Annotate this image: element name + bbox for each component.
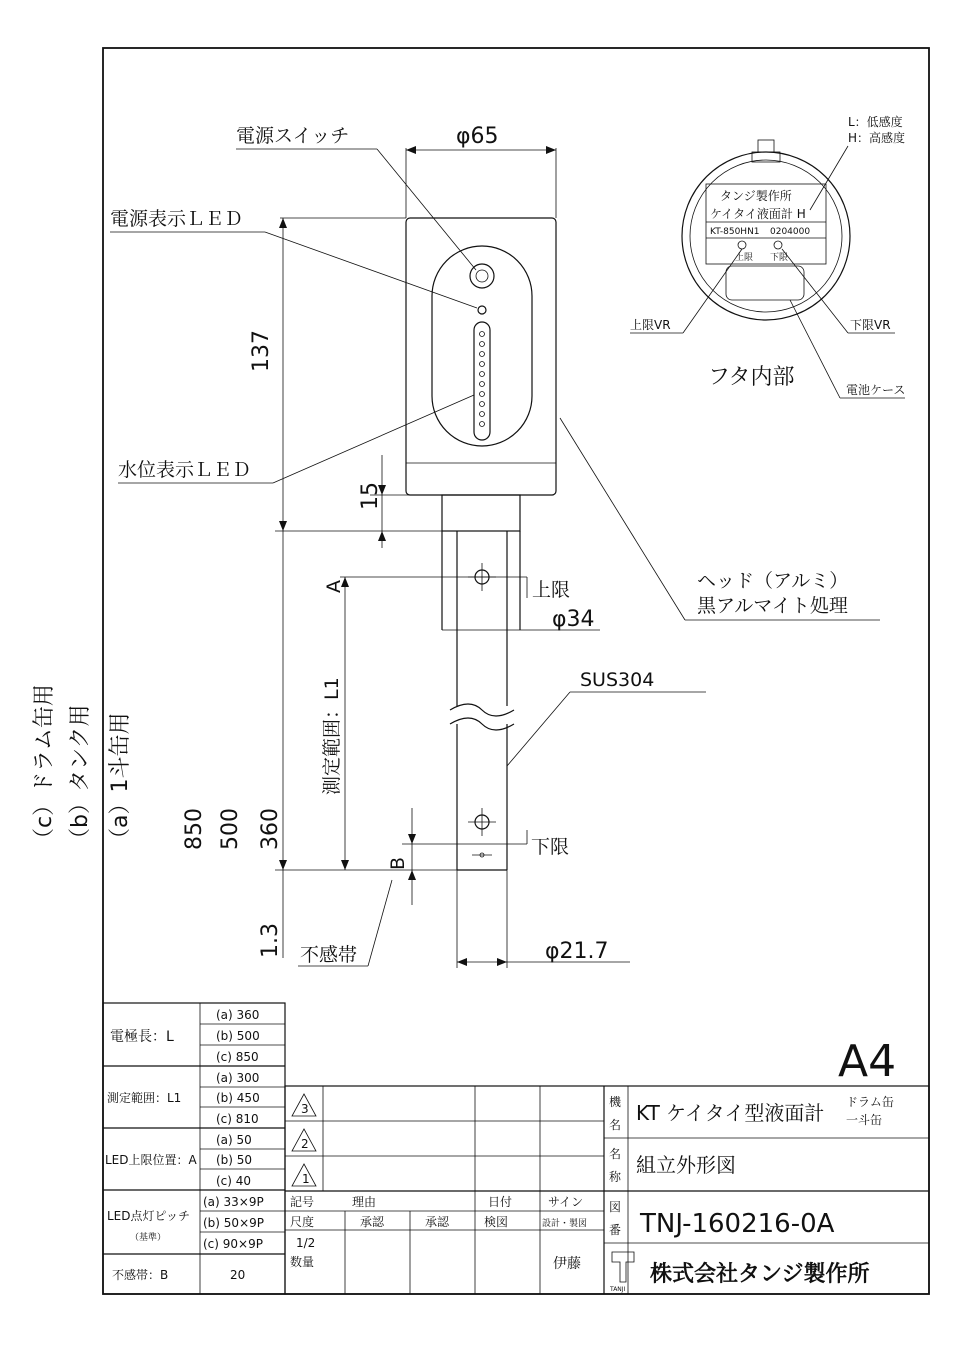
spec-label-range: 測定範囲：L1: [107, 1091, 182, 1105]
label-upper-vr: 上限VR: [630, 318, 671, 332]
lid-vr-up: 上限: [735, 253, 754, 263]
dim-phi65: φ65: [456, 124, 499, 149]
tb-model-name: KT ケイタイ型液面計: [636, 1101, 825, 1125]
label-level-led: 水位表示ＬＥＤ: [118, 459, 252, 481]
label-power-led: 電源表示ＬＥＤ: [110, 208, 244, 230]
label-head-material: ヘッド（アルミ）: [697, 570, 849, 592]
dim-137: 137: [249, 330, 274, 372]
dim-a: A: [323, 580, 345, 593]
lid-connector: [758, 140, 774, 152]
label-battery-case: 電池ケース: [846, 383, 906, 397]
level-led-strip: [474, 322, 490, 440]
label-sus304: SUS304: [580, 669, 655, 691]
lid-model: KT-850HN1: [710, 227, 760, 237]
label-usage-b: （b）タンク用: [68, 704, 93, 850]
dim-measurement-range: 測定範囲：L1: [321, 677, 343, 795]
tb-key-drawing-1: 図: [609, 1200, 622, 1214]
spec-led-pitch-a: (a) 33×9P: [203, 1195, 264, 1209]
dim-15: 15: [358, 482, 383, 510]
spec-electrode-c: (c) 850: [216, 1050, 259, 1064]
label-lid-inside: フタ内部: [708, 365, 795, 390]
label-insensitive-zone: 不感帯: [300, 944, 358, 966]
spec-label-led-pitch: LED点灯ピッチ: [107, 1209, 191, 1223]
dim-phi34: φ34: [552, 607, 595, 632]
spec-led-pitch-b: (b) 50×9P: [203, 1216, 264, 1230]
tb-designed: 設計・製図: [542, 1219, 588, 1229]
lid-legend-high: H：高感度: [848, 131, 906, 145]
spec-range-c: (c) 810: [216, 1112, 259, 1126]
tb-approve-2: 承認: [425, 1215, 450, 1229]
upper-vr-icon: [738, 241, 746, 249]
spec-label-electrode: 電極長：L: [110, 1029, 174, 1045]
dim-electrode-length-a: 360: [258, 808, 283, 850]
tb-designer-name: 伊藤: [553, 1256, 581, 1272]
company-logo: [612, 1252, 634, 1282]
label-usage-c: （c）ドラム缶用: [32, 684, 57, 850]
revision-2: 2: [301, 1137, 309, 1151]
dim-electrode-length-c: 850: [182, 808, 207, 850]
tb-key-model-2: 名: [609, 1118, 622, 1132]
spec-label-led-pitch-note: （基準）: [130, 1233, 167, 1243]
spec-insensitive-value: 20: [230, 1268, 246, 1282]
tb-quantity-label: 数量: [290, 1255, 315, 1269]
display-window: [432, 246, 532, 446]
tb-header-reason: 理由: [352, 1195, 377, 1209]
spec-label-insensitive: 不感帯：B: [112, 1268, 169, 1282]
tb-key-model-1: 機: [609, 1095, 622, 1109]
spec-label-led-upper: LED上限位置：A: [105, 1153, 197, 1167]
lid-product: ケイタイ液面計 H: [710, 207, 806, 221]
revision-3: 3: [301, 1102, 309, 1116]
tb-header-symbol: 記号: [290, 1195, 315, 1209]
label-lower-limit: 下限: [531, 836, 570, 858]
dim-1-3: 1.3: [258, 923, 283, 958]
tb-key-name-1: 名: [609, 1147, 622, 1161]
lid-outer-circle: [682, 152, 850, 320]
head-neck: [442, 495, 520, 531]
tb-approve-1: 承認: [360, 1215, 385, 1229]
lid-vr-down: 下限: [770, 253, 789, 263]
label-lower-vr: 下限VR: [850, 318, 891, 332]
tb-scale-value: 1/2: [296, 1236, 316, 1250]
dim-electrode-length-b: 500: [218, 808, 243, 850]
tb-header-sign: サイン: [548, 1195, 584, 1209]
tb-checked: 検図: [484, 1215, 509, 1229]
lid-legend-low: L：低感度: [848, 115, 903, 129]
tb-key-drawing-2: 番: [609, 1223, 622, 1237]
lid-maker: タンジ製作所: [720, 189, 792, 203]
revision-1: 1: [302, 1172, 310, 1186]
battery-case: [726, 266, 804, 300]
tb-header-date: 日付: [488, 1195, 513, 1209]
tb-company-name: 株式会社タンジ製作所: [650, 1262, 870, 1287]
level-led-dots: [480, 332, 485, 427]
company-logo-text: TANJI: [610, 1286, 626, 1293]
power-led-icon: [478, 306, 486, 314]
spec-range-b: (b) 450: [216, 1091, 260, 1105]
spec-electrode-a: (a) 360: [216, 1008, 260, 1022]
label-upper-limit: 上限: [532, 579, 571, 601]
dim-phi21-7: φ21.7: [545, 939, 609, 964]
spec-electrode-b: (b) 500: [216, 1029, 260, 1043]
lower-vr-icon: [774, 241, 782, 249]
dim-b: B: [387, 856, 409, 870]
label-power-switch: 電源スイッチ: [236, 125, 350, 147]
tb-model-sub-1: ドラム缶: [846, 1095, 894, 1109]
spec-range-a: (a) 300: [216, 1071, 260, 1085]
tb-drawing-title: 組立外形図: [636, 1153, 736, 1177]
break-mark-bottom: [450, 718, 514, 730]
paper-size: A4: [838, 1036, 897, 1087]
spec-led-upper-c: (c) 40: [216, 1174, 252, 1188]
break-mark-top: [450, 704, 514, 716]
tb-key-name-2: 称: [609, 1170, 622, 1184]
lid-serial: 0204000: [770, 227, 811, 237]
spec-led-upper-a: (a) 50: [216, 1133, 252, 1147]
power-switch-inner: [476, 270, 488, 282]
spec-led-upper-b: (b) 50: [216, 1153, 253, 1167]
label-usage-a: （a）1斗缶用: [108, 712, 133, 850]
tb-drawing-number: TNJ-160216-0A: [640, 1209, 835, 1239]
tb-model-sub-2: 一斗缶: [846, 1113, 883, 1127]
tb-scale-label: 尺度: [290, 1215, 315, 1229]
label-head-finish: 黒アルマイト処理: [697, 595, 848, 617]
spec-led-pitch-c: (c) 90×9P: [203, 1237, 263, 1251]
